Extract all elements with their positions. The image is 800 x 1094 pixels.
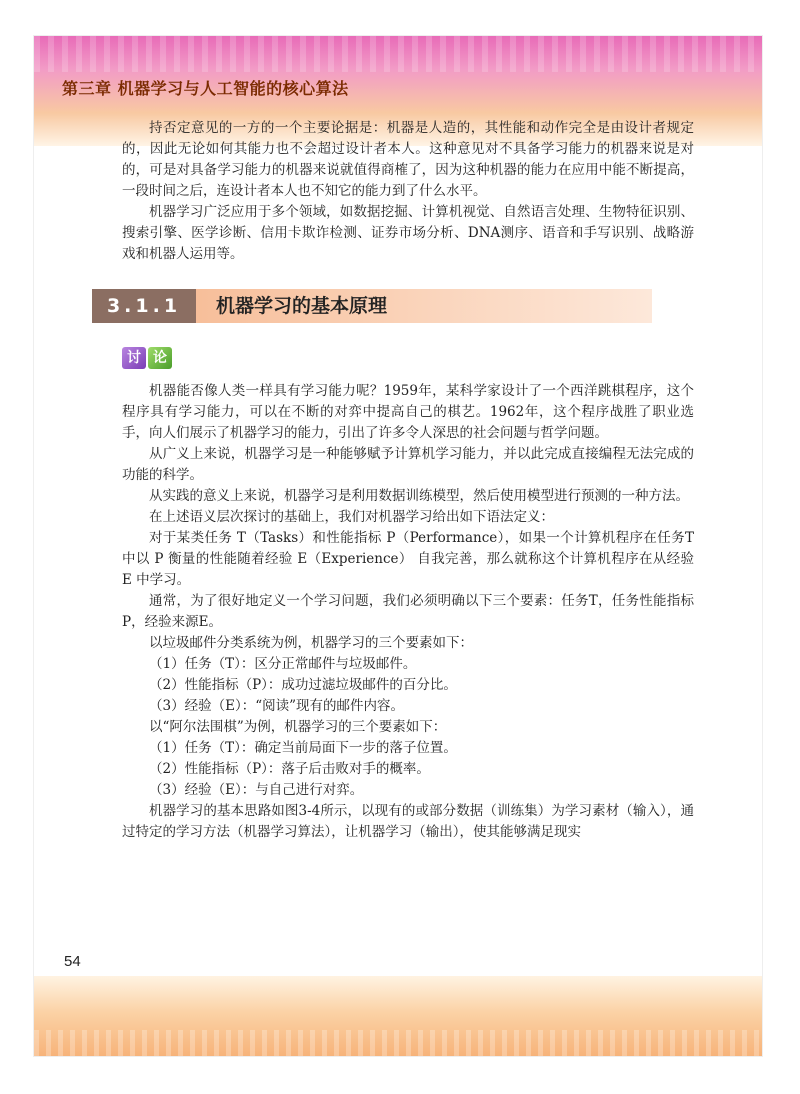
list-item: （2）性能指标（P）：落子后击败对手的概率。 — [149, 761, 430, 777]
body-paragraph: 以垃圾邮件分类系统为例，机器学习的三个要素如下： — [149, 635, 473, 651]
list-item: （1）任务（T）：确定当前局面下一步的落子位置。 — [149, 740, 457, 756]
discussion-text: 机器能否像人类一样具有学习能力呢？1959年，某科学家设计了一个西洋跳棋程序，这个程序具有学习能力，可以在不断的对弈中提高自己的棋艺。1962年，这个程序战胜了职业选手，向人们展示了机器学习的能力，引出了许多令人深思的社会问题与哲学问题。 — [122, 383, 694, 441]
body-paragraph: 对于某类任务 T（Tasks）和性能指标 P（Performance），如果一个计算机程序在任务T 中以 P 衡量的性能随着经验 E（Experience） 自我完善，那么就称这个计算机程序在从经验 E 中学习。 — [122, 530, 694, 588]
discussion-badge — [122, 347, 694, 369]
discussion-badge-char: 讨 — [122, 347, 146, 369]
section-number: 3.1.1 — [92, 289, 196, 323]
discussion-badge-char: 论 — [148, 347, 172, 369]
page-content — [106, 118, 694, 843]
page-number: 54 — [64, 953, 81, 970]
list-item: （2）性能指标（P）：成功过滤垃圾邮件的百分比。 — [149, 677, 457, 693]
list-item: （3）经验（E）：与自己进行对弈。 — [149, 782, 364, 798]
footer-band — [34, 976, 762, 1056]
body-paragraph: 从实践的意义上来说，机器学习是利用数据训练模型，然后使用模型进行预测的一种方法。 — [149, 488, 689, 504]
body-paragraph: 机器学习的基本思路如图3-4所示，以现有的或部分数据（训练集）为学习素材（输入），通过特定的学习方法（机器学习算法），让机器学习（输出），使其能够满足现实 — [122, 803, 694, 840]
intro-paragraph: 持否定意见的一方的一个主要论据是：机器是人造的，其性能和动作完全是由设计者规定的，因此无论如何其能力也不会超过设计者本人。这种意见对不具备学习能力的机器来说是对的，可是对具备学习能力的机器来说就值得商榷了，因为这种机器的能力在应用中能不断提高，一段时间之后，连设计者本人也不知它的能力到了什么水平。 — [122, 120, 694, 199]
body-paragraph: 通常，为了很好地定义一个学习问题，我们必须明确以下三个要素：任务T，任务性能指标P，经验来源E。 — [122, 593, 694, 630]
chapter-title: 第三章 机器学习与人工智能的核心算法 — [62, 79, 349, 98]
body-paragraph: 从广义上来说，机器学习是一种能够赋予计算机学习能力，并以此完成直接编程无法完成的功能的科学。 — [122, 446, 694, 483]
list-item: （1）任务（T）：区分正常邮件与垃圾邮件。 — [149, 656, 417, 672]
list-item: （3）经验（E）：“阅读”现有的邮件内容。 — [149, 698, 404, 714]
section-title: 机器学习的基本原理 — [216, 295, 388, 317]
body-paragraph: 以“阿尔法围棋”为例，机器学习的三个要素如下： — [149, 719, 447, 735]
body-paragraph: 在上述语义层次探讨的基础上，我们对机器学习给出如下语法定义： — [149, 509, 554, 525]
intro-paragraph: 机器学习广泛应用于多个领域，如数据挖掘、计算机视觉、自然语言处理、生物特征识别、搜索引擎、医学诊断、信用卡欺诈检测、证券市场分析、DNA测序、语音和手写识别、战略游戏和机器人运用等。 — [122, 204, 694, 262]
section-heading — [92, 289, 652, 323]
